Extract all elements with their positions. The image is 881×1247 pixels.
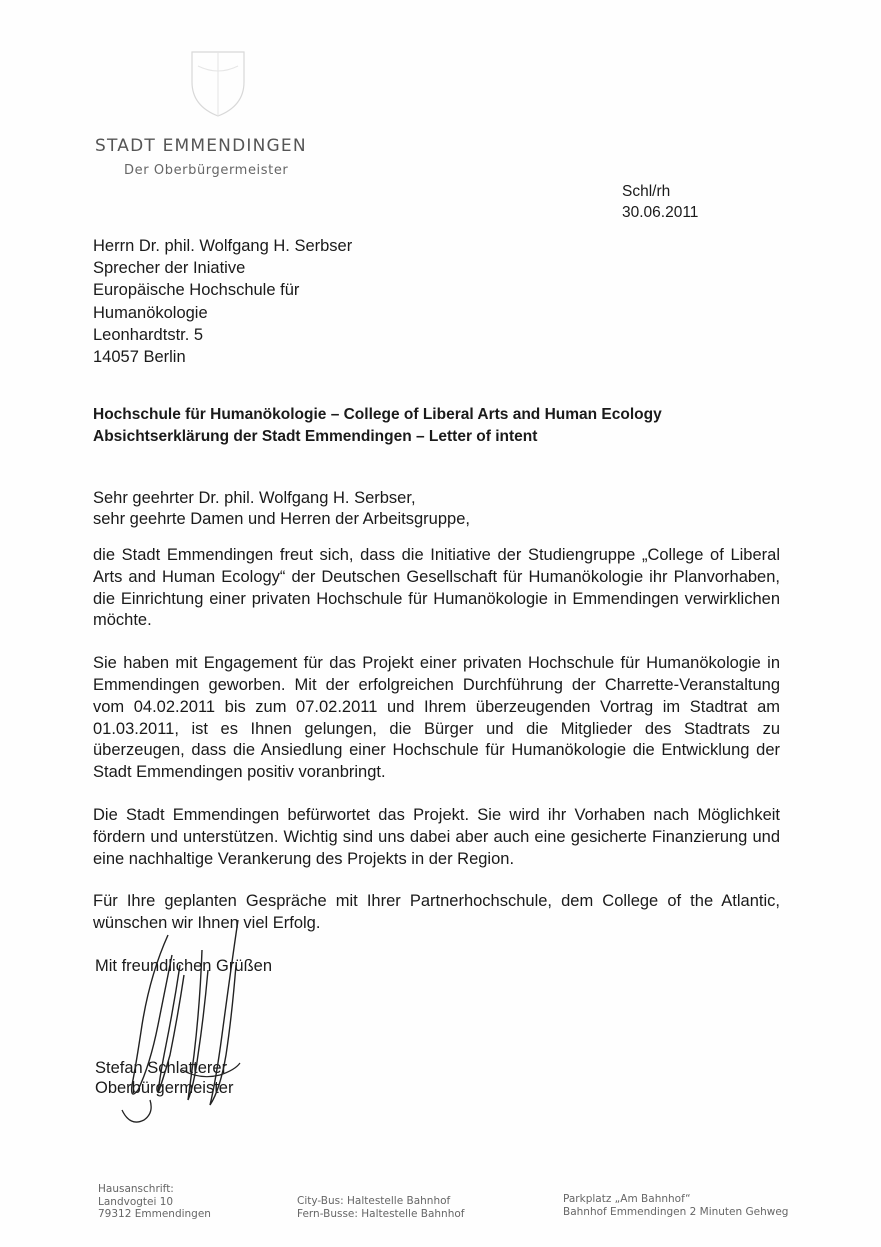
- salutation-line: Sehr geehrter Dr. phil. Wolfgang H. Serbser,: [93, 489, 416, 507]
- org-name: STADT EMMENDINGEN: [95, 136, 307, 156]
- letter-date: 30.06.2011: [622, 204, 699, 221]
- recipient-address: [93, 235, 352, 368]
- recipient-line: Humanökologie: [93, 303, 208, 322]
- signatory-name: Stefan Schlatterer: [95, 1059, 228, 1077]
- footer-line: City-Bus: Haltestelle Bahnhof: [297, 1195, 451, 1207]
- subject-line-2: Absichtserklärung der Stadt Emmendingen – Letter of intent: [93, 428, 538, 445]
- signatory-title: Oberbürgermeister: [95, 1079, 234, 1097]
- recipient-line: Leonhardtstr. 5: [93, 325, 204, 344]
- recipient-line: 14057 Berlin: [93, 348, 186, 367]
- letter-body: [93, 545, 780, 956]
- footer-line: 79312 Emmendingen: [98, 1208, 211, 1221]
- body-paragraph: Sie haben mit Engagement für das Projekt einer privaten Hochschule für Humanökologie in Emmendingen geworben. Mit der erfolgreichen Durchführung der Charrette-Veranstaltung vom 04.02.2011 bis zum 07.02.2011 und Ihrem überzeugenden Vortrag im Stadtrat am 01.03.2011, ist es Ihnen gelungen, die Bürger und die Mitglieder des Stadtrats zu überzeugen, dass die Ansiedlung einer Hochschule für Humanökologie die Entwicklung der Stadt Emmendingen positiv voranbringt.: [93, 654, 780, 782]
- recipient-line: Herrn Dr. phil. Wolfgang H. Serbser: [93, 237, 353, 255]
- handwritten-signature: [110, 915, 270, 1135]
- recipient-line: Europäische Hochschule für: [93, 281, 300, 300]
- footer-line: Parkplatz „Am Bahnhof“: [563, 1193, 691, 1205]
- org-subtitle: Der Oberbürgermeister: [124, 163, 289, 178]
- subject-line-1: Hochschule für Humanökologie – College of Liberal Arts and Human Ecology: [93, 406, 662, 423]
- salutation-line: sehr geehrte Damen und Herren der Arbeitsgruppe,: [93, 510, 470, 528]
- footer-line: Landvogtei 10: [98, 1195, 174, 1208]
- recipient-line: Sprecher der Iniative: [93, 259, 246, 278]
- salutation: [93, 488, 470, 530]
- body-paragraph: Die Stadt Emmendingen befürwortet das Projekt. Sie wird ihr Vorhaben nach Möglichkeit fördern und unterstützen. Wichtig sind uns dabei aber auch eine gesicherte Finanzierung und eine nachhaltige Verankerung des Projekts in der Region.: [93, 805, 780, 868]
- footer-line: Fern-Busse: Haltestelle Bahnhof: [297, 1207, 465, 1220]
- reference-code: Schl/rh: [622, 183, 671, 200]
- body-paragraph: Für Ihre geplanten Gespräche mit Ihrer Partnerhochschule, dem College of the Atlantic, wünschen wir Ihnen viel Erfolg.: [93, 892, 780, 933]
- city-crest-icon: [188, 46, 248, 120]
- footer-address: [98, 1183, 211, 1221]
- footer-line: Bahnhof Emmendingen 2 Minuten Gehweg: [563, 1205, 789, 1218]
- footer-line: Hausanschrift:: [98, 1183, 174, 1195]
- footer-parking: [563, 1193, 788, 1218]
- subject-line: [93, 404, 793, 448]
- body-paragraph: die Stadt Emmendingen freut sich, dass die Initiative der Studiengruppe „College of Liberal Arts and Human Ecology“ der Deutschen Gesellschaft für Humanökologie ihr Planvorhaben, die Einrichtung einer privaten Hochschule für Humanökologie in Emmendingen verwirklichen möchte.: [93, 546, 780, 630]
- reference-block: [622, 181, 698, 223]
- footer-transit: [297, 1195, 465, 1220]
- closing-greeting: Mit freundlichen Grüßen: [95, 957, 272, 975]
